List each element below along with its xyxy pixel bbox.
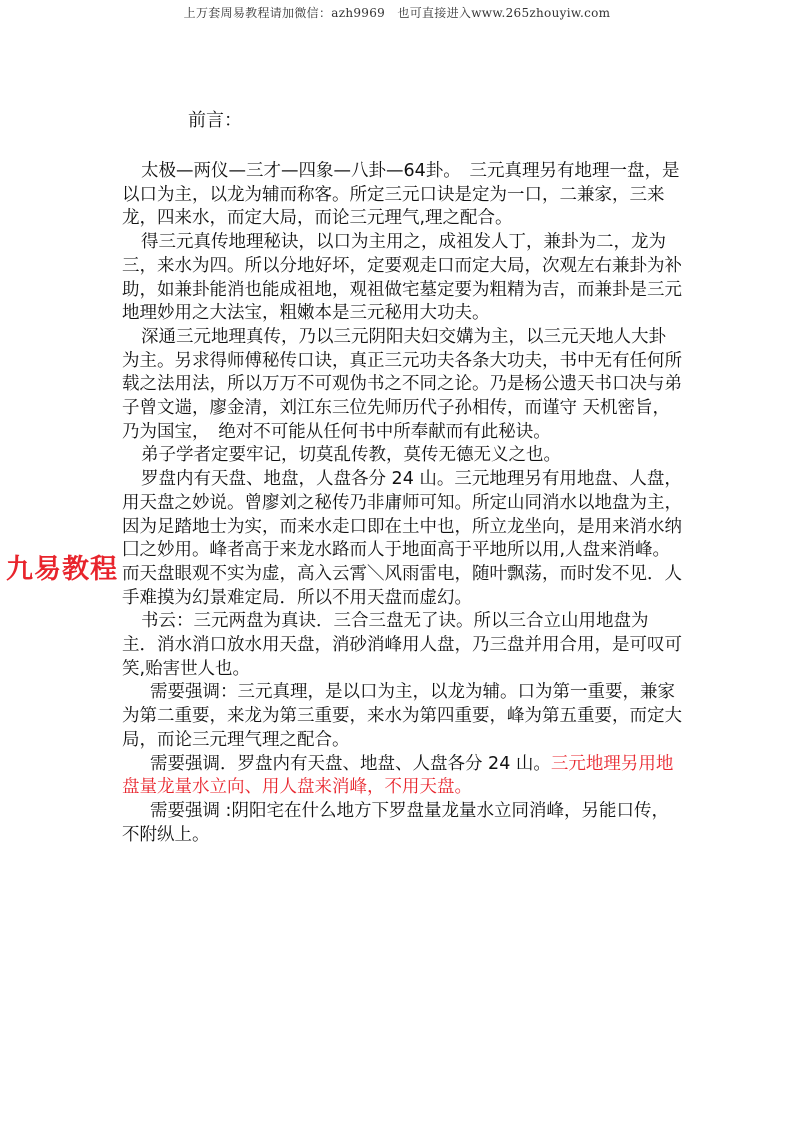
emphasis-1-text: 需要强调：三元真理，是以口为主，以龙为辅。口为第一重要，兼家 为第二重要，来龙为第三重要，来水为第四重要，峰为第五重要，而定大局，而论三元理气理之配合。 — [122, 682, 682, 750]
paragraph-3: 深通三元地理真传，乃以三元阴阳夫妇交媾为主，以三元天地人大卦 为主。另求得师傅秘传口诀，真正三元功夫各条大功夫，书中无有任何所载之法用法，所以万万不可观伪书之不同之论。乃是杨公遗天书口决与弟子曾文遄，廖金清，刘江东三位先师历代子孙相传，而谨守 天机密旨，乃为国宝， 绝对不可能从任何书中所奉献而有此秘诀。 — [122, 326, 682, 442]
emphasis-1 — [122, 681, 682, 752]
paragraph-5: 罗盘内有天盘、地盘，人盘各分 24 山。三元地理另有用地盘、人盘，用天盘之妙说。曾廖刘之秘传乃非庸师可知。所定山同消水以地盘为主，因为足踏地士为实，而来水走口即在土中也，所立龙坐向，是用来消水纳囗之妙用。峰者高于来龙水路而人于地面高于平地所以用,人盘来消峰。而天盘眼观不实为虚，高入云霄＼风雨雷电，随叶飘荡，而时发不见．人手难摸为幻景难定局．所以不用天盘而虚幻。 — [122, 469, 682, 608]
preface-title: 前言： — [188, 110, 242, 131]
watermark-logo: 九易教程 — [6, 554, 118, 585]
emphasis-3-text: 需要强调 :阴阳宅在什么地方下罗盘量龙量水立同消峰，另能口传，不附纵上。 — [122, 800, 669, 845]
paragraph-6: 书云：三元两盘为真诀．三合三盘无了诀。所以三合立山用地盘为 主．消水消口放水用天盘，消砂消峰用人盘，乃三盘并用合用，是可叹可笑,贻害世人也。 — [122, 611, 682, 679]
emphasis-2-red-text: 三元地理另用地盘量龙量水立向、用人盘来消峰，不用天盘。 — [122, 753, 674, 798]
paragraph-4: 弟子学者定要牢记，切莫乱传教，莫传无德无义之也。 — [141, 445, 561, 466]
paragraph-1: 太极—两仪—三才—四象—八卦—64卦。 三元真理另有地理一盘，是以口为主，以龙为辅而称客。所定三元口诀是定为一口，二兼家，三来龙，四来水，而定大局，而论三元理气,理之配合。 — [122, 161, 680, 229]
page-header: 上万套周易教程请加微信：azh9969 也可直接进入www.265zhouyiw.com — [183, 6, 611, 20]
emphasis-2-text: 需要强调．罗盘内有天盘、地盘、人盘各分 24 山。 — [150, 753, 551, 774]
paragraph-2: 得三元真传地理秘诀，以口为主用之，成祖发人丁，兼卦为二，龙为三，来水为四。所以分地好坏，定要观走口而定大局，次观左右兼卦为补助，如兼卦能消也能成祖地，观祖做宅墓定要为粗精为吉，而兼卦是三元地理妙用之大法宝，粗嫩本是三元秘用大功夫。 — [122, 232, 682, 324]
emphasis-3 — [122, 800, 682, 847]
emphasis-2 — [122, 753, 682, 800]
document-body — [122, 160, 682, 847]
